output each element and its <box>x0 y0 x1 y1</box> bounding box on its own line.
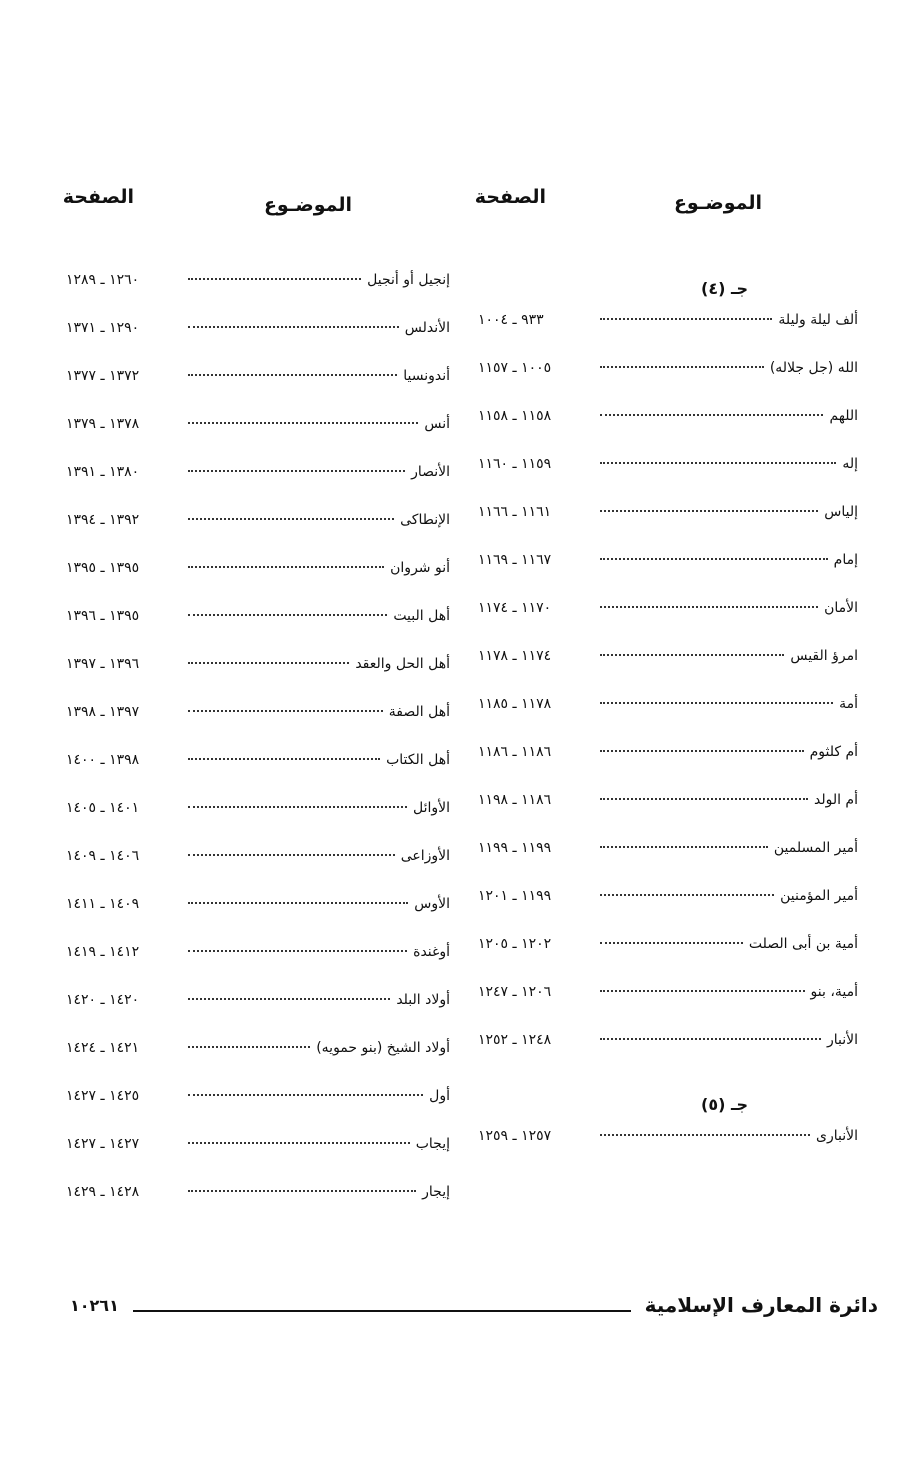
entry-pages: ١٢٥٧ ـ ١٢٥٩ <box>478 1128 552 1144</box>
entry-term: الأنبار <box>826 1032 858 1048</box>
dot-leader <box>188 374 397 376</box>
dot-leader <box>188 1046 310 1048</box>
dot-leader <box>188 470 405 472</box>
dot-leader <box>600 414 823 416</box>
index-entry <box>66 704 450 752</box>
entry-term: الأوس <box>414 896 450 912</box>
entry-term: الأندلس <box>404 320 450 336</box>
dot-leader <box>188 758 380 760</box>
entry-term: أنو شروان <box>390 560 450 576</box>
index-entry <box>478 744 858 792</box>
entry-pages: ١٤٢٠ ـ ١٤٢٠ <box>66 992 140 1008</box>
entry-term: الله (جل جلاله) <box>769 360 858 376</box>
dot-leader <box>600 462 836 464</box>
dot-leader <box>600 1038 821 1040</box>
entry-term: أمة <box>839 696 858 712</box>
footer-rule <box>133 1310 631 1312</box>
index-entries <box>478 264 858 1176</box>
footer-title: دائرة المعارف الإسلامية <box>644 1293 878 1317</box>
dot-leader <box>600 606 818 608</box>
entry-term: أم كلثوم <box>809 744 858 760</box>
index-entry <box>478 504 858 552</box>
dot-leader <box>188 326 399 328</box>
entry-term: أنس <box>424 416 450 432</box>
entry-term: الأنصار <box>411 464 450 480</box>
index-entry <box>66 800 450 848</box>
dot-leader <box>600 750 804 752</box>
index-entry <box>66 752 450 800</box>
entry-pages: ١٣٩٧ ـ ١٣٩٨ <box>66 704 140 720</box>
index-entry <box>478 600 858 648</box>
topic-header: الموضـوع <box>673 192 762 214</box>
volume-label: جـ (٤) <box>701 278 748 298</box>
entry-term: أمير المؤمنين <box>780 888 858 904</box>
entry-pages: ١٣٩٥ ـ ١٣٩٦ <box>66 608 140 624</box>
index-entry <box>66 1040 450 1088</box>
entry-term: أول <box>429 1088 450 1104</box>
index-entry <box>478 1032 858 1080</box>
index-entry <box>66 944 450 992</box>
entry-pages: ١٤٢٧ ـ ١٤٢٧ <box>66 1136 140 1152</box>
index-column-left <box>62 186 450 1200</box>
dot-leader <box>600 558 828 560</box>
entry-pages: ١٠٠٥ ـ ١١٥٧ <box>478 360 552 376</box>
dot-leader <box>188 710 383 712</box>
index-entry <box>66 512 450 560</box>
entry-pages: ١٤٠٩ ـ ١٤١١ <box>66 896 140 912</box>
entry-pages: ١٣٩٥ ـ ١٣٩٥ <box>66 560 140 576</box>
dot-leader <box>188 278 361 280</box>
index-entry <box>478 648 858 696</box>
entry-pages: ١١٦١ ـ ١١٦٦ <box>478 504 552 520</box>
dot-leader <box>188 998 390 1000</box>
entry-pages: ١٣٧٨ ـ ١٣٧٩ <box>66 416 140 432</box>
index-entry <box>66 848 450 896</box>
dot-leader <box>188 662 349 664</box>
entry-pages: ١٢٩٠ ـ ١٣٧١ <box>66 320 140 336</box>
index-entry <box>66 1136 450 1184</box>
column-headers <box>474 186 858 226</box>
entry-term: اللهم <box>829 408 858 424</box>
entry-pages: ١٤٢٥ ـ ١٤٢٧ <box>66 1088 140 1104</box>
entry-pages: ١١٧٤ ـ ١١٧٨ <box>478 648 552 664</box>
index-entry <box>478 1128 858 1176</box>
entry-pages: ١١٥٨ ـ ١١٥٨ <box>478 408 552 424</box>
index-entry <box>66 896 450 944</box>
dot-leader <box>188 614 387 616</box>
entry-term: الأوائل <box>412 800 450 816</box>
index-entries <box>66 272 450 1232</box>
entry-term: أهل الكتاب <box>386 752 450 768</box>
entry-term: إيجاب <box>415 1136 450 1152</box>
entry-term: إلياس <box>824 504 858 520</box>
entry-term: الإنطاكى <box>400 512 450 528</box>
entry-pages: ١٤١٢ ـ ١٤١٩ <box>66 944 140 960</box>
entry-pages: ١٢٦٠ ـ ١٢٨٩ <box>66 272 140 288</box>
index-entry <box>66 368 450 416</box>
index-entry <box>478 936 858 984</box>
index-entry <box>66 320 450 368</box>
entry-term: أهل الحل والعقد <box>355 656 450 672</box>
index-entry <box>66 1184 450 1232</box>
topic-header: الموضـوع <box>263 194 352 216</box>
entry-term: أهل الصفة <box>388 704 450 720</box>
index-entry <box>478 792 858 840</box>
entry-pages: ١١٩٩ ـ ١١٩٩ <box>478 840 552 856</box>
entry-term: امرؤ القيس <box>790 648 858 664</box>
entry-term: إيجار <box>422 1184 450 1200</box>
index-entry <box>66 416 450 464</box>
entry-pages: ١٤٢٨ ـ ١٤٢٩ <box>66 1184 140 1200</box>
entry-term: أمية، بنو <box>810 984 858 1000</box>
entry-term: إنجيل أو أنجيل <box>367 272 450 288</box>
index-entry <box>66 560 450 608</box>
entry-pages: ١١٩٩ ـ ١٢٠١ <box>478 888 552 904</box>
entry-term: إله <box>842 456 858 472</box>
dot-leader <box>600 366 764 368</box>
entry-term: أولاد الشيخ (بنو حمويه) <box>316 1040 450 1056</box>
entry-pages: ١٢٠٦ ـ ١٢٤٧ <box>478 984 552 1000</box>
entry-term: أوغندة <box>413 944 450 960</box>
entry-pages: ١٣٩٦ ـ ١٣٩٧ <box>66 656 140 672</box>
entry-pages: ١١٥٩ ـ ١١٦٠ <box>478 456 552 472</box>
entry-pages: ٩٣٣ ـ ١٠٠٤ <box>478 312 544 328</box>
index-entry <box>478 552 858 600</box>
index-entry <box>478 360 858 408</box>
dot-leader <box>188 1190 416 1192</box>
index-entry <box>478 840 858 888</box>
dot-leader <box>600 654 784 656</box>
page-footer <box>70 1288 878 1322</box>
index-entry <box>66 656 450 704</box>
page-header: الصفحة <box>474 186 546 208</box>
dot-leader <box>600 702 833 704</box>
entry-term: إمام <box>833 552 858 568</box>
dot-leader <box>600 990 805 992</box>
index-entry <box>66 608 450 656</box>
entry-term: أمية بن أبى الصلت <box>748 936 858 952</box>
entry-pages: ١٣٨٠ ـ ١٣٩١ <box>66 464 140 480</box>
dot-leader <box>600 846 768 848</box>
page-header: الصفحة <box>62 186 134 208</box>
volume-label: جـ (٥) <box>701 1094 748 1114</box>
entry-term: أولاد البلد <box>396 992 450 1008</box>
entry-pages: ١١٨٦ ـ ١١٩٨ <box>478 792 552 808</box>
dot-leader <box>188 1142 410 1144</box>
column-headers <box>62 186 450 226</box>
dot-leader <box>188 1094 423 1096</box>
dot-leader <box>188 422 418 424</box>
entry-term: أهل البيت <box>393 608 450 624</box>
entry-term: الأوزاعى <box>400 848 450 864</box>
index-entry <box>478 888 858 936</box>
entry-term: أندونسيا <box>403 368 450 384</box>
index-entry <box>478 312 858 360</box>
dot-leader <box>600 942 743 944</box>
index-entry <box>66 272 450 320</box>
entry-pages: ١١٧٠ ـ ١١٧٤ <box>478 600 552 616</box>
index-entry <box>66 992 450 1040</box>
entry-pages: ١٤٠١ ـ ١٤٠٥ <box>66 800 140 816</box>
entry-pages: ١٣٩٨ ـ ١٤٠٠ <box>66 752 140 768</box>
dot-leader <box>600 510 818 512</box>
entry-pages: ١٣٧٢ ـ ١٣٧٧ <box>66 368 140 384</box>
entry-term: أم الولد <box>813 792 858 808</box>
entry-term: الأنبارى <box>816 1128 858 1144</box>
entry-pages: ١١٧٨ ـ ١١٨٥ <box>478 696 552 712</box>
dot-leader <box>188 566 384 568</box>
entry-pages: ١١٨٦ ـ ١١٨٦ <box>478 744 552 760</box>
dot-leader <box>600 798 808 800</box>
dot-leader <box>188 518 394 520</box>
index-entry <box>66 1088 450 1136</box>
entry-pages: ١٤٢١ ـ ١٤٢٤ <box>66 1040 140 1056</box>
dot-leader <box>600 894 774 896</box>
page-number: ١٠٢٦١ <box>70 1295 119 1315</box>
entry-term: ألف ليلة وليلة <box>778 312 858 328</box>
entry-term: أمير المسلمين <box>773 840 858 856</box>
index-entry <box>478 456 858 504</box>
entry-pages: ١٢٤٨ ـ ١٢٥٢ <box>478 1032 552 1048</box>
entry-pages: ١١٦٧ ـ ١١٦٩ <box>478 552 552 568</box>
index-column-right <box>474 186 858 1144</box>
index-entry <box>66 464 450 512</box>
index-entry <box>478 696 858 744</box>
dot-leader <box>188 902 408 904</box>
dot-leader <box>188 854 395 856</box>
entry-term: الأمان <box>824 600 858 616</box>
dot-leader <box>600 1134 810 1136</box>
entry-pages: ١٤٠٦ ـ ١٤٠٩ <box>66 848 140 864</box>
dot-leader <box>188 806 407 808</box>
index-entry <box>478 984 858 1032</box>
dot-leader <box>600 318 772 320</box>
dot-leader <box>188 950 407 952</box>
entry-pages: ١٢٠٢ ـ ١٢٠٥ <box>478 936 552 952</box>
entry-pages: ١٣٩٢ ـ ١٣٩٤ <box>66 512 140 528</box>
index-entry <box>478 408 858 456</box>
